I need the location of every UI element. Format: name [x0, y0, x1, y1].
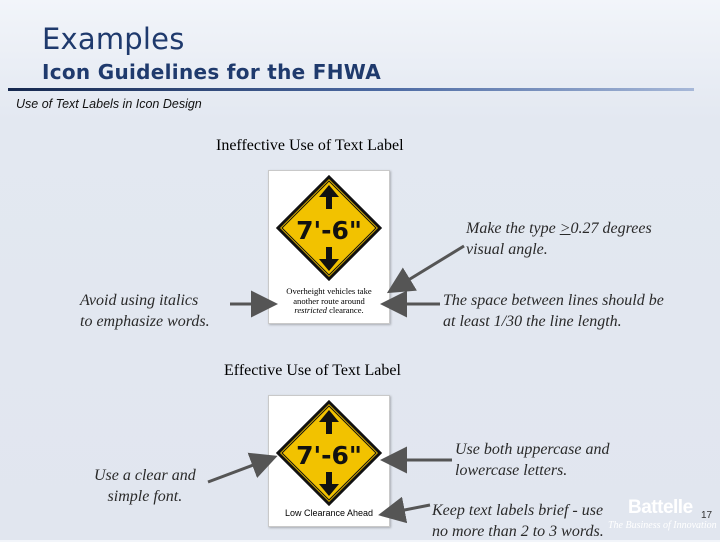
note-line: Avoid using italics [80, 292, 199, 309]
greater-equal-symbol: > [559, 220, 571, 237]
note-line: The space between lines should be [443, 292, 664, 309]
note-line: Use a clear and [94, 467, 196, 484]
battelle-logo: Battelle [628, 497, 693, 518]
note-line: lowercase letters. [455, 462, 568, 479]
logo-tagline: The Business of Innovation [608, 520, 717, 531]
note-line: Use both uppercase and [455, 441, 610, 458]
caption-italic-word: restricted [294, 305, 327, 315]
caption-text: clearance. [326, 305, 364, 315]
caption-line: Overheight vehicles take [286, 286, 372, 296]
note-line: no more than 2 to 3 words. [432, 523, 604, 540]
effective-sign-caption: Low Clearance Ahead [284, 508, 374, 518]
page-number: 17 [701, 510, 713, 521]
note-line: at least 1/30 the line length. [443, 313, 622, 330]
note-text: Make the type [466, 220, 560, 237]
caption-line: another route around [293, 295, 365, 306]
note-line: simple font. [107, 488, 183, 505]
note-line: visual angle. [466, 241, 548, 258]
arrow-type-size [392, 246, 464, 290]
effective-sign-clearance: 7'-6" [296, 441, 362, 470]
note-line: to emphasize words. [80, 313, 210, 330]
section-label: Use of Text Labels in Icon Design [16, 97, 202, 111]
ineffective-heading: Ineffective Use of Text Label [216, 137, 404, 154]
note-line: Keep text labels brief - use [432, 502, 604, 519]
slide-subtitle: Icon Guidelines for the FHWA [42, 60, 382, 84]
arrow-font [208, 458, 272, 482]
effective-heading: Effective Use of Text Label [224, 362, 401, 379]
ineffective-sign-clearance: 7'-6" [296, 216, 362, 245]
slide-title: Examples [42, 22, 185, 56]
arrow-brief [384, 505, 430, 514]
note-text: 0.27 degrees [570, 220, 652, 237]
